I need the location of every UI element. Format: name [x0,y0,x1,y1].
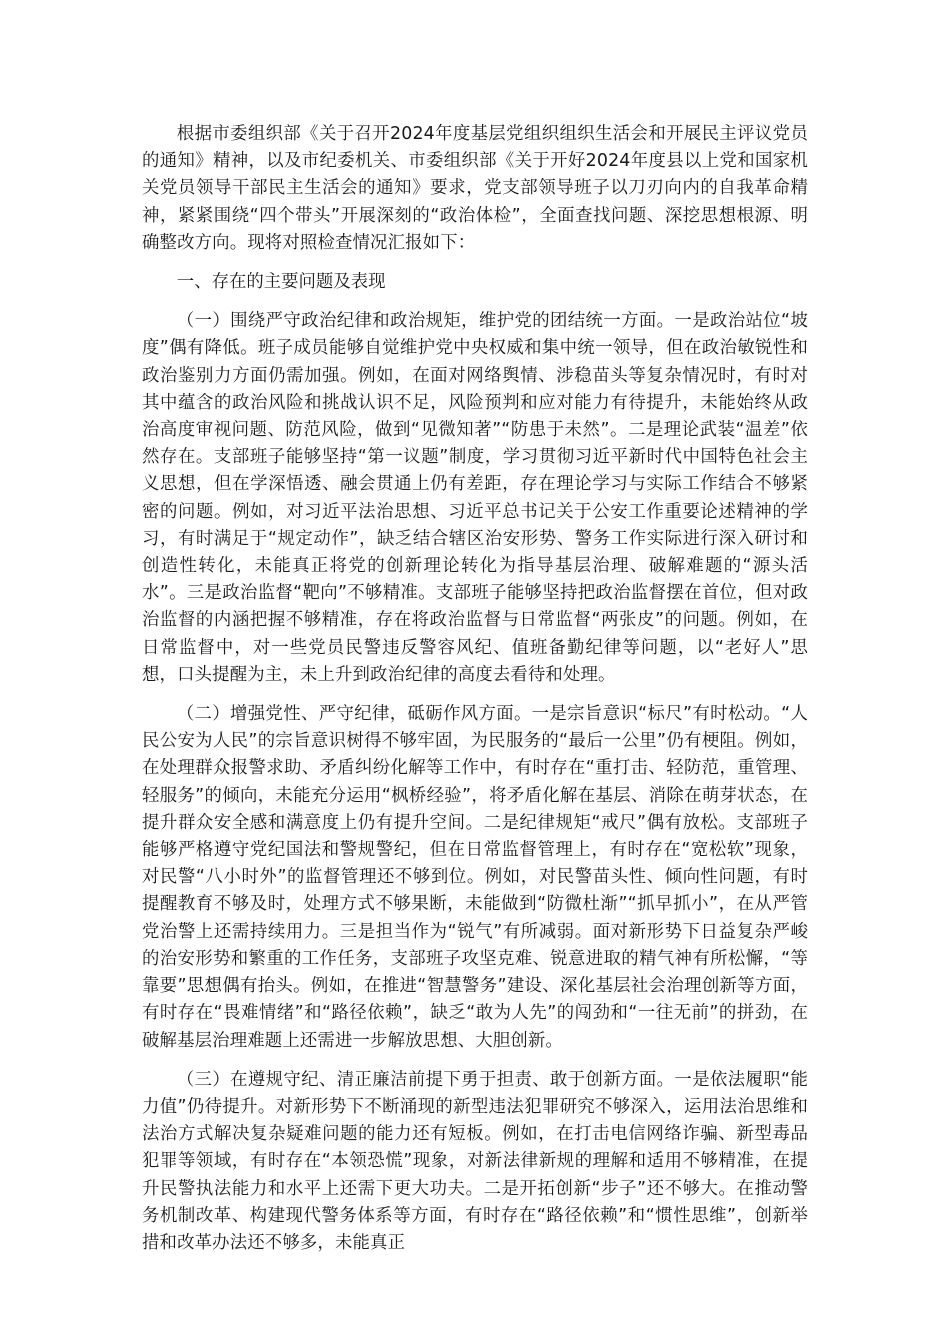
intro-paragraph: 根据市委组织部《关于召开2024年度基层党组织组织生活会和开展民主评议党员的通知》精神，以及市纪委机关、市委组织部《关于开好2024年度县以上党和国家机关党员领导干部民主生活会的通知》要求，党支部领导班子以刀刃向内的自我革命精神，紧紧围绕“四个带头”开展深刻的“政治体检”，全面查找问题、深挖思想根源、明确整改方向。现将对照检查情况汇报如下： [142,124,808,253]
section-heading: 一、存在的主要问题及表现 [176,272,386,293]
body-paragraph: （一）围绕严守政治纪律和政治规矩，维护党的团结统一方面。一是政治站位“坡度”偶有降低。班子成员能够自觉维护党中央权威和集中统一领导，但在政治敏锐性和政治鉴别力方面仍需加强。例如，在面对网络舆情、涉稳苗头等复杂情况时，有时对其中蕴含的政治风险和挑战认识不足，风险预判和应对能力有待提升，未能始终从政治高度审视问题、防范风险，做到“见微知著”“防患于未然”。二是理论武装“温差”依然存在。支部班子能够坚持“第一议题”制度，学习贯彻习近平新时代中国特色社会主义思想，但在学深悟透、融会贯通上仍有差距，存在理论学习与实际工作结合不够紧密的问题。例如，对习近平法治思想、习近平总书记关于公安工作重要论述精神的学习，有时满足于“规定动作”，缺乏结合辖区治安形势、警务工作实际进行深入研讨和创造性转化，未能真正将党的创新理论转化为指导基层治理、破解难题的“源头活水”。三是政治监督“靶向”不够精准。支部班子能够坚持把政治监督摆在首位，但对政治监督的内涵把握不够精准，存在将政治监督与日常监督“两张皮”的问题。例如，在日常监督中，对一些党员民警违反警容风纪、值班备勤纪律等问题，以“老好人”思想，口头提醒为主，未上升到政治纪律的高度去看待和处理。 [142,311,808,685]
document-page [142,121,808,1257]
body-paragraph: （二）增强党性、严守纪律，砥砺作风方面。一是宗旨意识“标尺”有时松动。“人民公安为人民”的宗旨意识树得不够牢固，为民服务的“最后一公里”仍有梗阻。例如，在处理群众报警求助、矛盾纠纷化解等工作中，有时存在“重打击、轻防范，重管理、轻服务”的倾向，未能充分运用“枫桥经验”，将矛盾化解在基层、消除在萌芽状态，在提升群众安全感和满意度上仍有提升空间。二是纪律规矩“戒尺”偶有放松。支部班子能够严格遵守党纪国法和警规警纪，但在日常监督管理上，有时存在“宽松软”现象，对民警“八小时外”的监督管理还不够到位。例如，对民警苗头性、倾向性问题，有时提醒教育不够及时，处理方式不够果断，未能做到“防微杜渐”“抓早抓小”，在从严管党治警上还需持续用力。三是担当作为“锐气”有所减弱。面对新形势下日益复杂严峻的治安形势和繁重的工作任务，支部班子攻坚克难、锐意进取的精气神有所松懈，“等靠要”思想偶有抬头。例如，在推进“智慧警务”建设、深化基层社会治理创新等方面，有时存在“畏难情绪”和“路径依赖”，缺乏“敢为人先”的闯劲和“一往无前”的拼劲，在破解基层治理难题上还需进一步解放思想、大胆创新。 [142,704,808,1051]
body-paragraph: （三）在遵规守纪、清正廉洁前提下勇于担责、敢于创新方面。一是依法履职“能力值”仍待提升。对新形势下不断涌现的新型违法犯罪研究不够深入，运用法治思维和法治方式解决复杂疑难问题的能力还有短板。例如，在打击电信网络诈骗、新型毒品犯罪等领域，有时存在“本领恐慌”现象，对新法律新规的理解和适用不够精准，在提升民警执法能力和水平上还需下更大功夫。二是开拓创新“步子”还不够大。在推动警务机制改革、构建现代警务体系等方面，有时存在“路径依赖”和“惯性思维”，创新举措和改革办法还不够多，未能真正 [142,1069,808,1253]
